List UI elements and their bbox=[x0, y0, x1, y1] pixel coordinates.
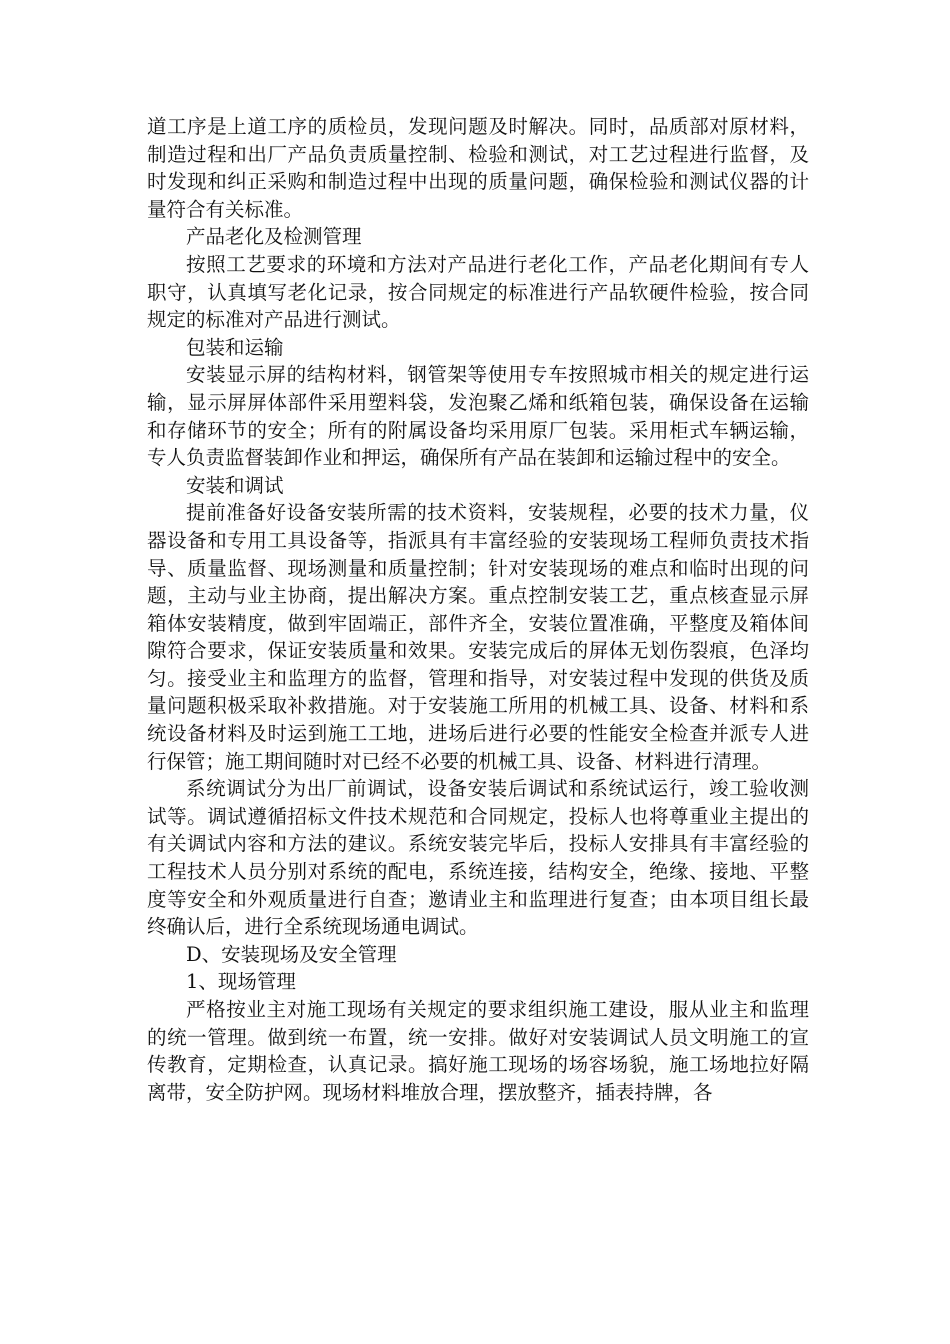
heading-aging-testing: 产品老化及检测管理 bbox=[186, 225, 362, 249]
paragraph-quality-inspection: 道工序是上道工序的质检员，发现问题及时解决。同时，品质部对原材料，制造过程和出厂产品负责质量控制、检验和测试，对工艺过程进行监督，及时发现和纠正采购和制造过程中出现的质量问题，确保检验和测试仪器的计量符合有关标准。 bbox=[147, 115, 809, 221]
paragraph-packaging-transport: 安装显示屏的结构材料，钢管架等使用专车按照城市相关的规定进行运输，显示屏屏体部件采用塑料袋，发泡聚乙烯和纸箱包装，确保设备在运输和存储环节的安全；所有的附属设备均采用原厂包装。采用柜式车辆运输，专人负责监督装卸作业和押运，确保所有产品在装卸和运输过程中的安全。 bbox=[147, 363, 809, 470]
heading-site-safety-management: D、安装现场及安全管理 bbox=[186, 942, 397, 966]
heading-installation-debugging: 安装和调试 bbox=[186, 473, 284, 497]
heading-packaging-transport: 包装和运输 bbox=[186, 335, 284, 359]
heading-site-management: 1、现场管理 bbox=[186, 970, 296, 994]
paragraph-site-management: 严格按业主对施工现场有关规定的要求组织施工建设，服从业主和监理的统一管理。做到统一布置，统一安排。做好对安装调试人员文明施工的宣传教育，定期检查，认真记录。搞好施工现场的场容场貌，施工场地拉好隔离带，安全防护网。现场材料堆放合理，摆放整齐，插表持牌，各 bbox=[147, 998, 809, 1104]
document-body bbox=[147, 113, 809, 1106]
paragraph-aging-testing: 按照工艺要求的环境和方法对产品进行老化工作，产品老化期间有专人职守，认真填写老化记录，按合同规定的标准进行产品软硬件检验，按合同规定的标准对产品进行测试。 bbox=[147, 252, 809, 332]
paragraph-system-debugging: 系统调试分为出厂前调试，设备安装后调试和系统试运行，竣工验收测试等。调试遵循招标文件技术规范和合同规定，投标人也将尊重业主提出的有关调试内容和方法的建议。系统安装完毕后，投标人安排具有丰富经验的工程技术人员分别对系统的配电，系统连接，结构安全，绝缘、接地、平整度等安全和外观质量进行自查；邀请业主和监理进行复查；由本项目组长最终确认后，进行全系统现场通电调试。 bbox=[147, 777, 809, 939]
paragraph-installation: 提前准备好设备安装所需的技术资料，安装规程，必要的技术力量，仪器设备和专用工具设备等，指派具有丰富经验的安装现场工程师负责技术指导、质量监督、现场测量和质量控制；针对安装现场的难点和临时出现的问题，主动与业主协商，提出解决方案。重点控制安装工艺，重点核查显示屏箱体安装精度，做到牢固端正，部件齐全，安装位置准确，平整度及箱体间隙符合要求，保证安装质量和效果。安装完成后的屏体无划伤裂痕，色泽均匀。接受业主和监理方的监督，管理和指导，对安装过程中发现的供货及质量问题积极采取补救措施。对于安装施工所用的机械工具、设备、材料和系统设备材料及时运到施工工地，进场后进行必要的性能安全检查并派专人进行保管；施工期间随时对已经不必要的机械工具、设备、材料进行清理。 bbox=[147, 501, 809, 773]
